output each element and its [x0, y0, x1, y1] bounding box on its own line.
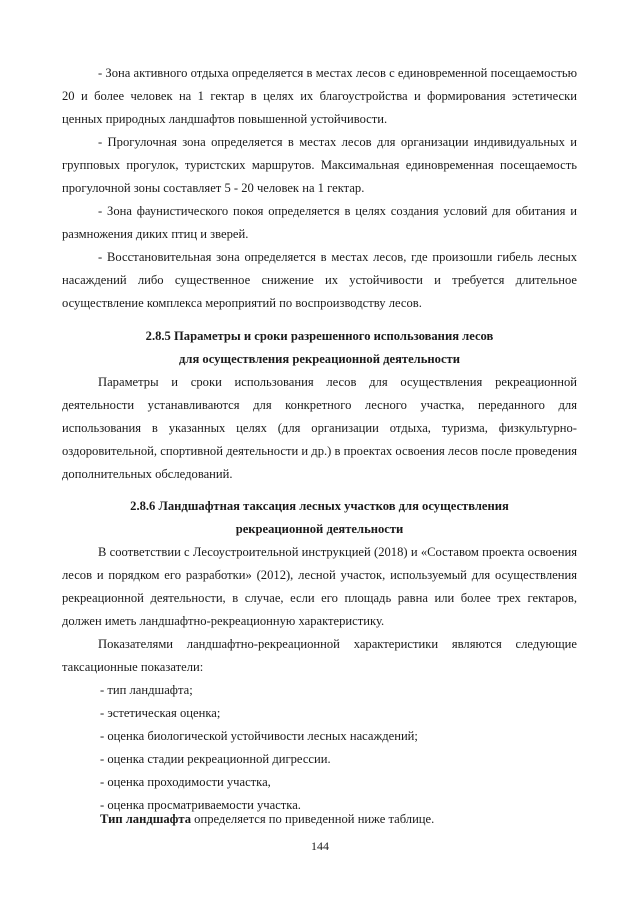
- paragraph-restoration-zone: - Восстановительная зона определяется в местах лесов, где произошли гибель лесных насаждений либо существенное снижение их устойчивости и требуется длительное осуществление комплекса мероприятий по воспроизводству лесов.: [62, 250, 577, 310]
- list-item: - тип ландшафта;: [100, 683, 193, 697]
- list-item: - оценка проходимости участка,: [100, 775, 271, 789]
- heading-line: рекреационной деятельности: [235, 522, 404, 536]
- section-heading-2-8-6: [62, 495, 577, 541]
- paragraph-walking-zone: - Прогулочная зона определяется в местах лесов для организации индивидуальных и групповых прогулок, туристских маршрутов. Максимальная единовременная посещаемость прогулочной зоны составляет 5 - 20 человек на 1 гектар.: [62, 135, 577, 195]
- paragraph-landscape-type: [100, 808, 580, 831]
- list-item: - эстетическая оценка;: [100, 706, 221, 720]
- list-item: - оценка биологической устойчивости лесных насаждений;: [100, 729, 418, 743]
- page-number: 144: [311, 839, 329, 853]
- section-heading-2-8-5: [62, 325, 577, 371]
- paragraph-recreation-params: Параметры и сроки использования лесов для осуществления рекреационной деятельности устанавливаются для конкретного лесного участка, переданного для использования в указанных целях (для организации отдыха, туризма, физкультурно-оздоровительной, спортивной деятельности и др.) в проектах освоения лесов после проведения дополнительных обследований.: [62, 375, 577, 481]
- heading-line: для осуществления рекреационной деятельности: [179, 352, 460, 366]
- list-item: - оценка стадии рекреационной дигрессии.: [100, 752, 331, 766]
- list-item: - оценка просматриваемости участка.: [100, 798, 301, 812]
- paragraph-indicators: Показателями ландшафтно-рекреационной характеристики являются следующие таксационные показатели:: [62, 637, 577, 674]
- heading-line: 2.8.5 Параметры и сроки разрешенного использования лесов: [145, 329, 494, 343]
- landscape-type-rest: определяется по приведенной ниже таблице.: [191, 812, 435, 826]
- paragraph-active-rest-zone: - Зона активного отдыха определяется в местах лесов с единовременной посещаемостью 20 и более человек на 1 гектар в целях их благоустройства и формирования эстетически ценных природных ландшафтов повышенной устойчивости.: [62, 66, 577, 126]
- landscape-type-bold: Тип ландшафта: [100, 812, 192, 826]
- paragraph-fauna-rest-zone: - Зона фаунистического покоя определяется в целях создания условий для обитания и размножения диких птиц и зверей.: [62, 204, 577, 241]
- heading-line: 2.8.6 Ландшафтная таксация лесных участков для осуществления: [130, 499, 509, 513]
- paragraph-forest-instruction: В соответствии с Лесоустроительной инструкцией (2018) и «Составом проекта освоения лесов и порядком его разработки» (2012), лесной участок, используемый для осуществления рекреационной деятельности, в случае, если его площадь равна или более трех гектаров, должен иметь ландшафтно-рекреационную характеристику.: [62, 545, 577, 628]
